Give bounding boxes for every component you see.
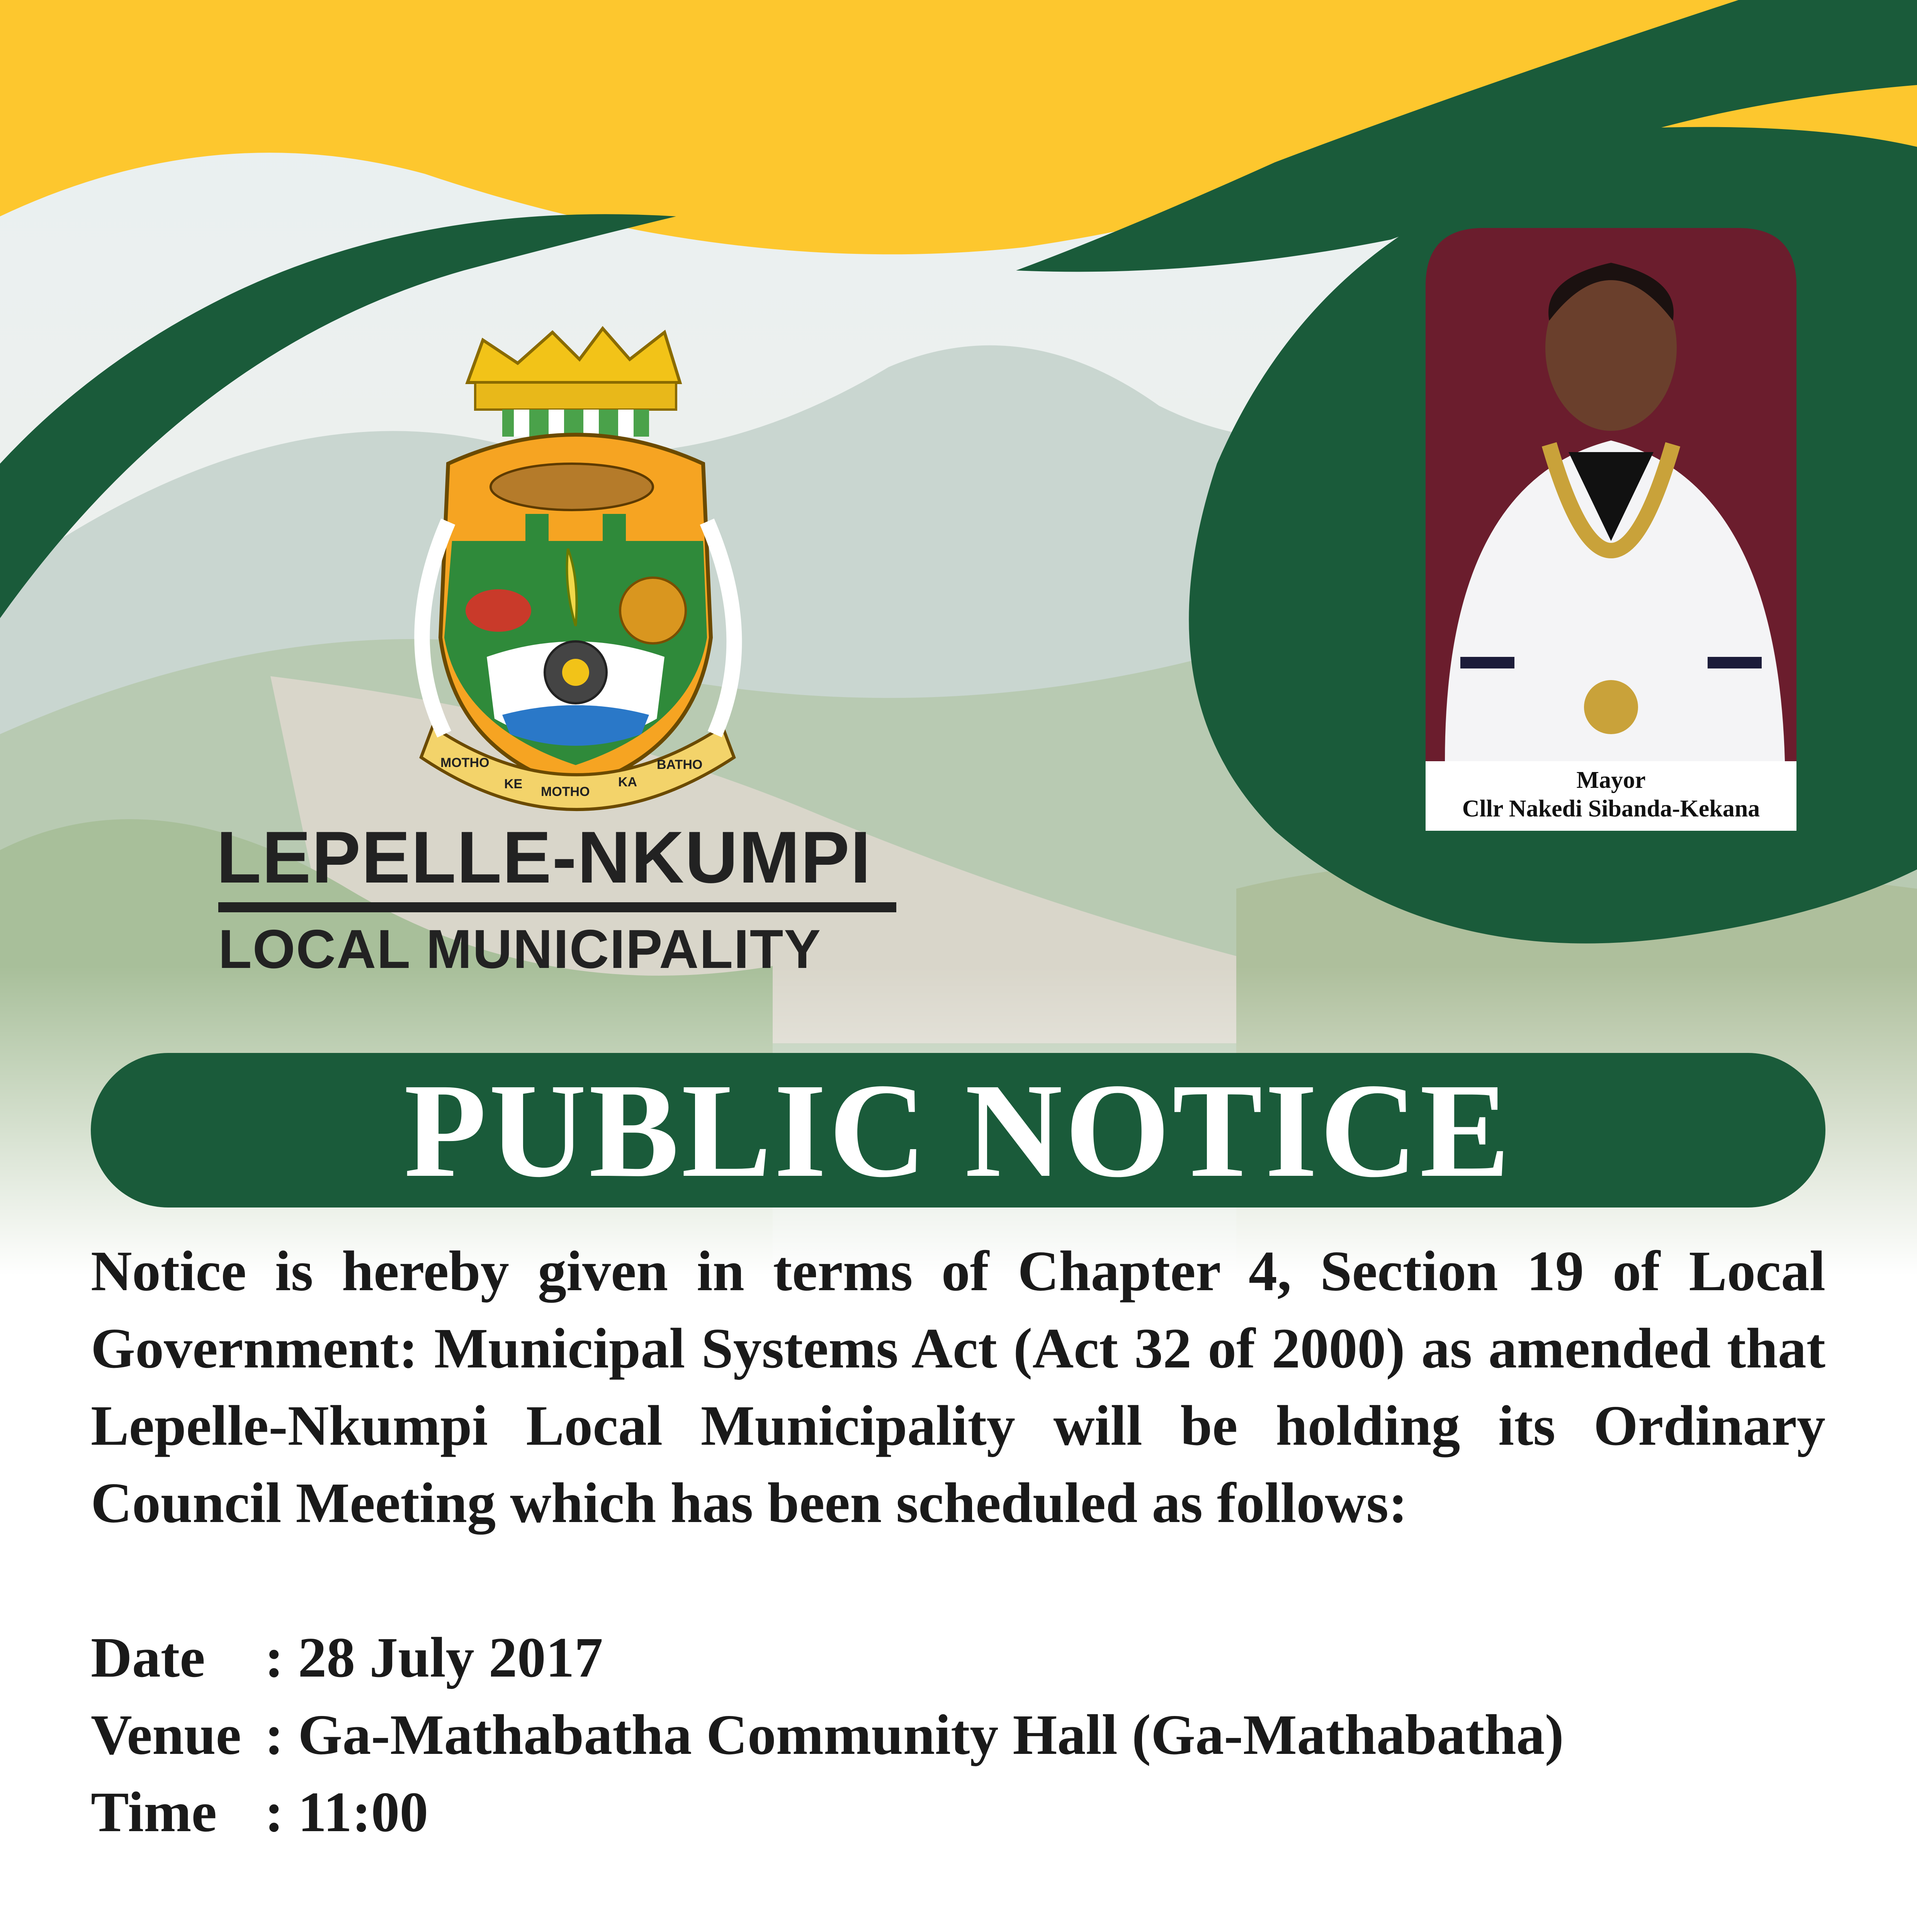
detail-label: Date (91, 1626, 205, 1689)
municipality-subtitle: LOCAL MUNICIPALITY (218, 918, 822, 980)
mayor-title: Mayor (1576, 767, 1646, 793)
page-title: PUBLIC NOTICE (404, 1055, 1513, 1205)
detail-row-time (91, 1774, 428, 1851)
svg-text:BATHO: BATHO (657, 757, 703, 772)
title-banner (91, 1053, 1825, 1208)
mayor-portrait-image (1426, 228, 1796, 761)
detail-row-date (91, 1619, 603, 1696)
mayor-name: Cllr Nakedi Sibanda-Kekana (1462, 796, 1760, 822)
notice-intro-text: Notice is hereby given in terms of Chapter 4, Section 19 of Local Government: Municipal Systems Act (Act 32 of 2000) as amended that Lepelle-Nkumpi Local Municipality will be holding its Ordinary Council Meeting which has been scheduled as follows: (91, 1240, 1825, 1535)
svg-text:KA: KA (618, 775, 637, 789)
detail-value: : 28 July 2017 (265, 1626, 603, 1689)
detail-value: : 11:00 (265, 1781, 428, 1844)
svg-text:MOTHO: MOTHO (440, 755, 489, 770)
invite-line (91, 1930, 1825, 1932)
svg-text:MOTHO: MOTHO (541, 784, 590, 799)
svg-text:KE: KE (504, 777, 523, 791)
detail-value: : Ga-Mathabatha Community Hall (Ga-Mathabatha) (265, 1703, 1564, 1767)
detail-label: Venue (91, 1703, 241, 1767)
mayor-caption (1426, 761, 1796, 831)
name-divider (218, 902, 896, 912)
municipality-name: LEPELLE-NKUMPI (216, 816, 872, 898)
detail-row-venue (91, 1696, 1564, 1774)
detail-label: Time (91, 1781, 217, 1844)
